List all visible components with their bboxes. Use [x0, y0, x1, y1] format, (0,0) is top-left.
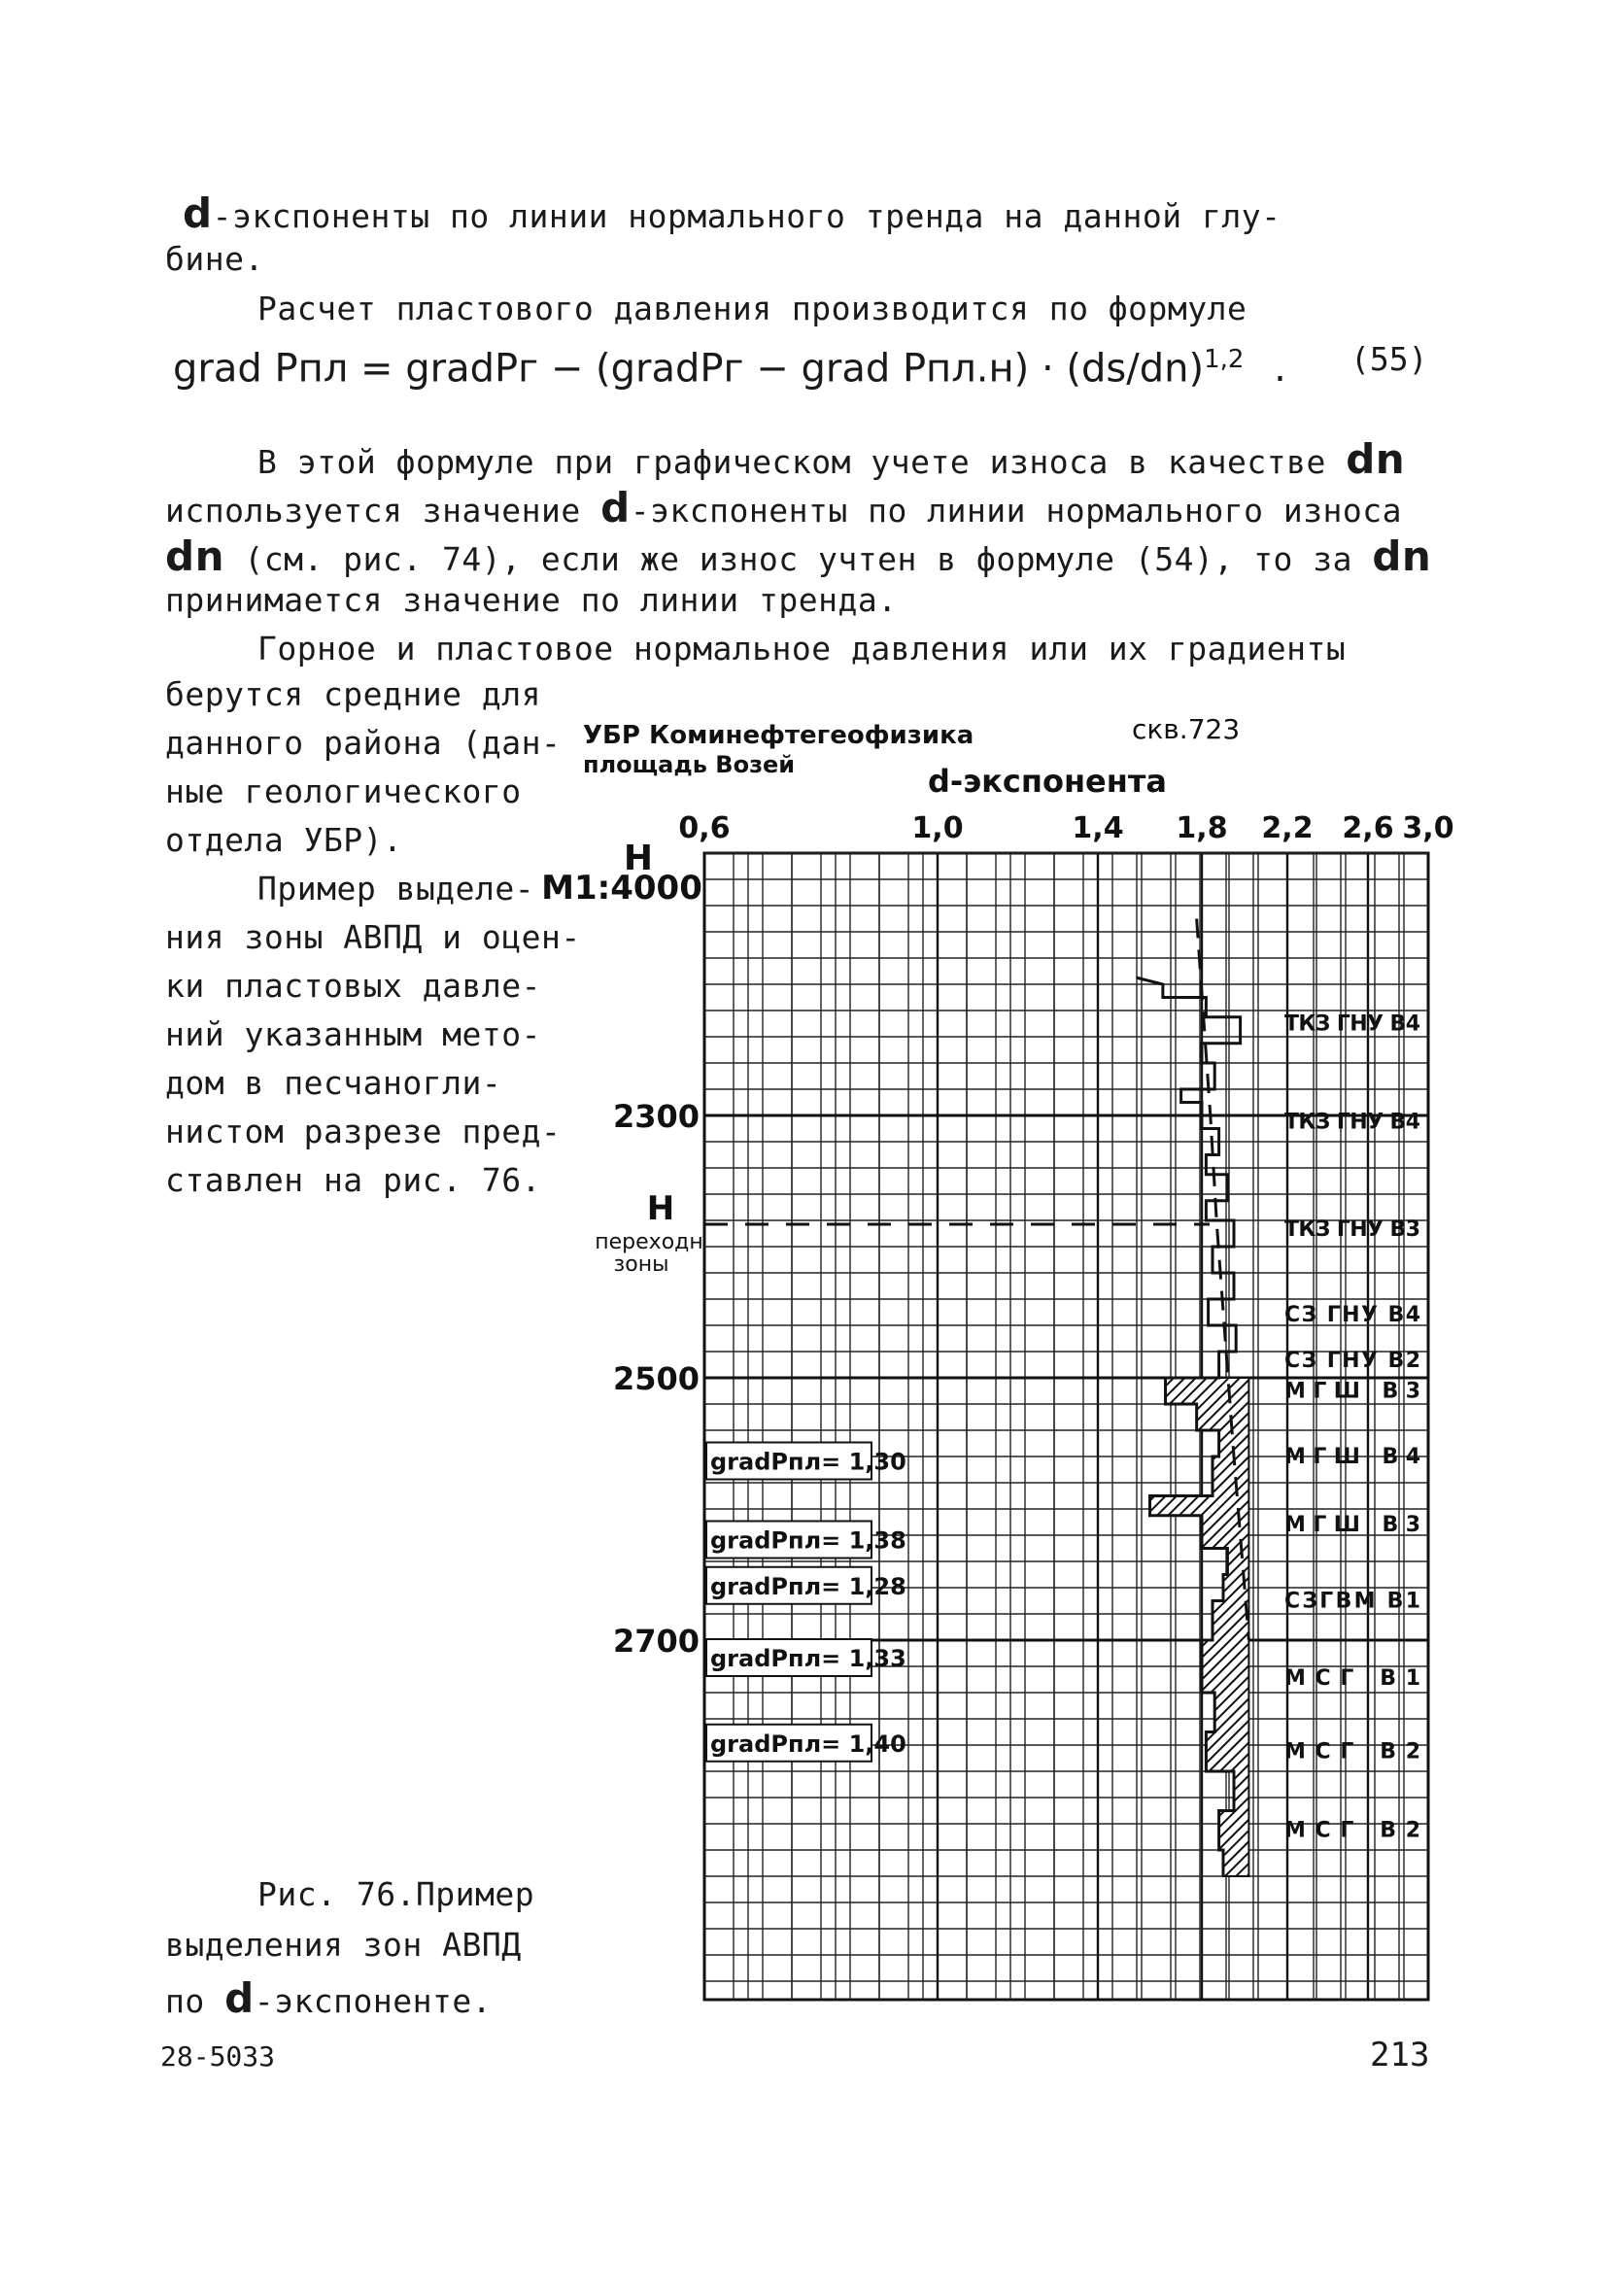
x-tick-label: 1,4: [1072, 811, 1124, 845]
x-tick-label: 0,6: [678, 811, 731, 845]
chart-header-org: УБР Коминефтегеофизика: [583, 721, 974, 750]
text-line-3: Расчет пластового давления производится по формуле: [257, 290, 1247, 327]
caption-line-1: Рис. 76.Пример: [257, 1875, 535, 1913]
zone-label: СЗ ГНУ В4: [1284, 1302, 1420, 1327]
gradient-label: gradPпл= 1,38: [710, 1526, 906, 1555]
zone-label: МГШ В3: [1284, 1512, 1420, 1537]
y-tick-label: 2300: [612, 1098, 700, 1135]
d-symbol: d: [600, 484, 631, 531]
x-axis-label: d-экспонента: [928, 763, 1167, 800]
transition-label-h: H: [646, 1189, 675, 1229]
x-tick-label: 2,2: [1261, 811, 1314, 845]
zone-label: ТКЗ ГНУ В4: [1284, 1110, 1420, 1135]
zone-label: ТКЗ ГНУ В4: [1284, 1011, 1420, 1037]
transition-label-1: переходн: [595, 1230, 703, 1255]
x-tick-label: 2,6: [1342, 811, 1394, 845]
left-column-line: ки пластовых давле-: [165, 967, 541, 1005]
left-column-line: отдела УБР).: [165, 821, 403, 859]
zone-label: МСГ В2: [1284, 1739, 1420, 1765]
x-tick-label: 1,0: [911, 811, 964, 845]
gradient-label: gradPпл= 1,28: [710, 1572, 906, 1600]
left-column-line: нистом разрезе пред-: [165, 1113, 562, 1150]
dn-symbol: dn: [1372, 532, 1432, 580]
y-axis-label: H: [623, 839, 654, 878]
zone-label: СЗГВМ В1: [1284, 1589, 1420, 1614]
left-column-line: берутся средние для: [165, 675, 541, 713]
gradient-label: gradPпл= 1,40: [710, 1730, 906, 1758]
left-column-line: ний указанным мето-: [165, 1015, 541, 1053]
text-line-1-content: -экспоненты по линии нормального тренда на данной глу-: [212, 197, 1281, 235]
chart-header-area: площадь Возей: [583, 751, 796, 778]
p2-line-1-text: В этой формуле при графическом учете износа в качестве: [257, 443, 1326, 481]
caption-line-3b: -экспоненте.: [254, 1982, 493, 2020]
caption-line-2: выделения зон АВПД: [165, 1926, 522, 1964]
left-column-line: Пример выделе-: [257, 870, 535, 908]
formula-exponent: 1,2: [1204, 345, 1245, 374]
left-column-line: данного района (дан-: [165, 724, 562, 762]
zone-label: МСГ В2: [1284, 1818, 1420, 1843]
dn-symbol: dn: [165, 532, 224, 580]
y-tick-label: 2700: [612, 1623, 700, 1660]
zone-label: МСГ В1: [1284, 1665, 1420, 1691]
zone-label: МГШ В3: [1284, 1379, 1420, 1404]
gradient-label: gradPпл= 1,30: [710, 1448, 906, 1476]
page-number: 213: [1370, 2036, 1430, 2074]
transition-label-2: зоны: [613, 1252, 669, 1278]
equation-number: (55): [1350, 340, 1428, 378]
left-column-line: ные геологического: [165, 772, 522, 810]
zone-label: СЗ ГНУ В2: [1284, 1349, 1420, 1374]
y-tick-label: 2500: [612, 1360, 700, 1397]
zone-label: МГШ В4: [1284, 1444, 1420, 1469]
p2-line-2b: -экспоненты по линии нормального износа: [630, 492, 1403, 530]
footer-code: 28-5033: [160, 2040, 276, 2073]
x-tick-label: 3,0: [1402, 811, 1454, 845]
p3-line-1: Горное и пластовое нормальное давления или их градиенты: [257, 630, 1347, 668]
formula-dot: .: [1274, 346, 1286, 392]
scale-label: M1:4000: [541, 869, 702, 908]
left-column-line: ния зоны АВПД и оцен-: [165, 918, 581, 956]
p2-line-4: принимается значение по линии тренда.: [165, 581, 898, 619]
gradient-label: gradPпл= 1,33: [710, 1645, 906, 1672]
caption-line-3a: по: [165, 1982, 205, 2020]
d-symbol: d: [183, 189, 213, 237]
chart-header-well: скв.723: [1132, 713, 1241, 745]
p2-line-3-text: (см. рис. 74), если же износ учтен в формуле (54), то за: [244, 540, 1352, 578]
d-symbol: d: [224, 1974, 255, 2022]
zone-label: ТКЗ ГНУ В3: [1284, 1217, 1420, 1243]
formula-body: grad Pпл = gradPг − (gradPг − grad Pпл.н) · (ds/dn): [173, 346, 1205, 392]
p2-line-2a: используется значение: [165, 492, 581, 530]
text-line-2: бине.: [165, 240, 264, 278]
left-column-line: ставлен на рис. 76.: [165, 1161, 541, 1199]
x-tick-label: 1,8: [1176, 811, 1228, 845]
dn-symbol: dn: [1346, 435, 1406, 483]
left-column-line: дом в песчаногли-: [165, 1064, 502, 1102]
